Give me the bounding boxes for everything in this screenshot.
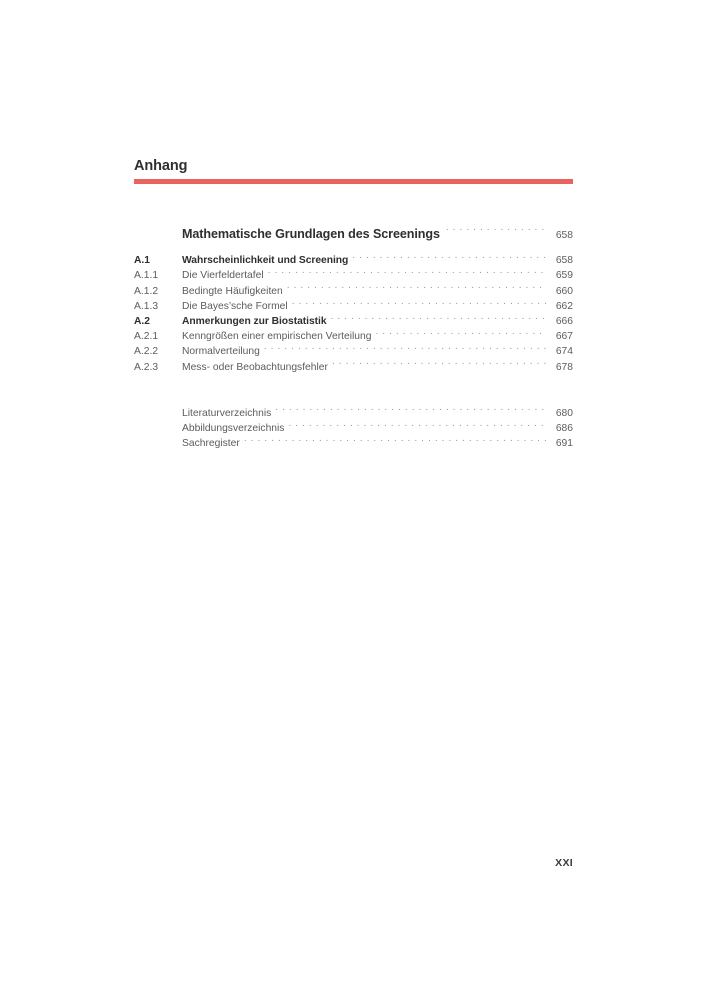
toc-entry-label: Anmerkungen zur Biostatistik: [182, 315, 327, 327]
toc-entry-number: A.1.1: [134, 270, 159, 282]
toc-entry-label: Abbildungsverzeichnis: [182, 422, 285, 434]
toc-entry-page: 662: [555, 300, 573, 312]
toc-entry-label: Die Vierfeldertafel: [182, 270, 264, 282]
toc-entry-label: Die Bayes’sche Formel: [182, 300, 288, 312]
toc-entry-label: Normalverteilung: [182, 346, 260, 358]
toc-entry-page: 660: [555, 285, 573, 297]
toc-entry-page: 658: [555, 255, 573, 267]
page-number-folio: XXI: [555, 857, 573, 869]
toc-dot-leader: [331, 309, 548, 324]
toc-entry-label: Literaturverzeichnis: [182, 407, 272, 419]
toc-backmatter-list: [134, 401, 573, 450]
toc-entry-row[interactable]: [134, 248, 573, 267]
toc-entry-number: A.1.3: [134, 300, 159, 312]
toc-entry-number: A.1.2: [134, 285, 159, 297]
toc-entry-page: 659: [555, 270, 573, 282]
part-heading: Anhang: [134, 158, 188, 174]
toc-dot-leader: [275, 401, 547, 416]
toc-dot-leader: [446, 218, 547, 238]
toc-entry-label: Mess- oder Beobachtungsfehler: [182, 361, 328, 373]
toc-entry-label: Kenngrößen einer empirischen Verteilung: [182, 331, 372, 343]
toc-entry-page: 667: [555, 331, 573, 343]
toc-dot-leader: [292, 294, 547, 309]
toc-dot-leader: [264, 339, 547, 354]
toc-entry-page: 666: [555, 315, 573, 327]
toc-entry-page: 678: [555, 361, 573, 373]
toc-dot-leader: [332, 354, 547, 369]
accent-rule-divider: [134, 179, 573, 184]
toc-entry-list: [134, 248, 573, 373]
toc-dot-leader: [268, 263, 547, 278]
toc-entry-page: 674: [555, 346, 573, 358]
toc-dot-leader: [375, 324, 547, 339]
toc-entry-page: 680: [555, 407, 573, 419]
toc-entry-page: 686: [555, 422, 573, 434]
toc-dot-leader: [244, 431, 547, 446]
toc-entry-number: A.2.2: [134, 346, 159, 358]
table-of-contents: [134, 218, 573, 450]
toc-chapter-title-row[interactable]: [134, 218, 573, 241]
toc-dot-leader: [352, 248, 547, 263]
toc-entry-page: 658: [555, 230, 573, 241]
toc-entry-label: Mathematische Grundlagen des Screenings: [182, 227, 440, 241]
toc-dot-leader: [287, 278, 547, 293]
toc-backmatter-row[interactable]: [134, 401, 573, 419]
toc-entry-label: Wahrscheinlichkeit und Screening: [182, 255, 349, 267]
toc-dot-leader: [288, 416, 547, 431]
toc-entry-number: A.2.3: [134, 361, 159, 373]
toc-entry-page: 691: [555, 438, 573, 450]
toc-entry-label: Bedingte Häufigkeiten: [182, 285, 283, 297]
toc-entry-label: Sachregister: [182, 438, 240, 450]
toc-entry-number: A.2.1: [134, 331, 159, 343]
toc-entry-number: A.1: [134, 255, 150, 267]
toc-entry-number: A.2: [134, 315, 150, 327]
